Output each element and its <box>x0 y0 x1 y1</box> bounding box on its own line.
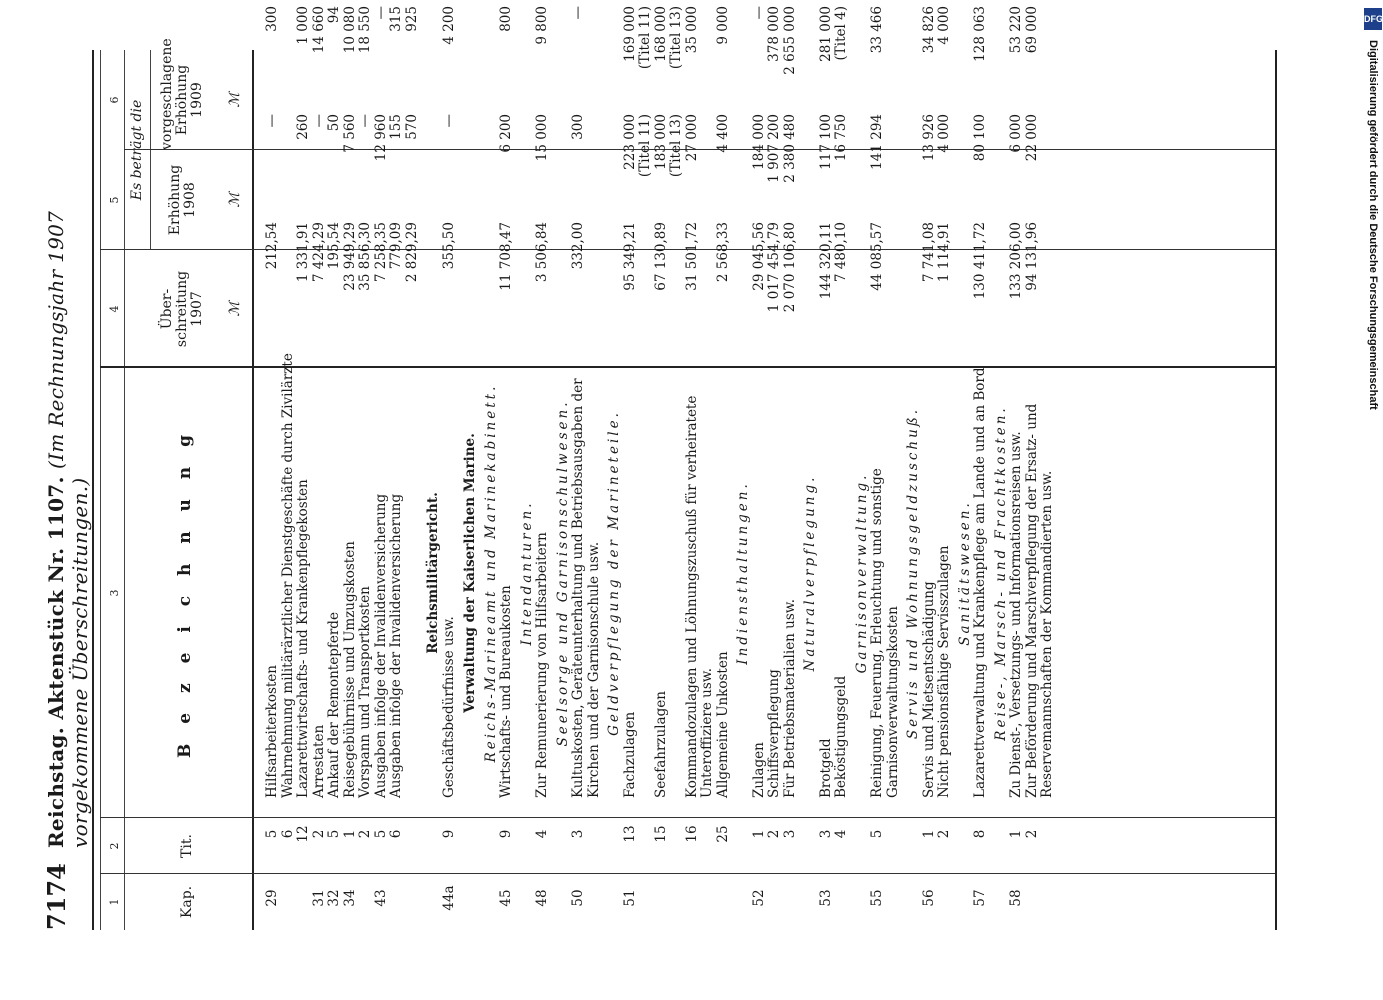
cell-bez: Zur Beförderung und Marschverpflegung der Ersatz- und Reservemannschaften der Kommandierten usw. <box>1023 403 1055 798</box>
cell-c5: 141 294 <box>869 114 885 170</box>
cell-kap: 29 <box>264 889 280 907</box>
cell-c4: 144 320,11 <box>817 222 834 300</box>
cell-c5: 6 000 <box>1008 114 1024 153</box>
cell-c5: 12 960 <box>372 114 389 162</box>
cell-kap <box>389 866 405 930</box>
cell-bez: Hilfsarbeiterkosten <box>264 665 280 798</box>
cell-c5: 184 000 <box>750 114 767 170</box>
cell-c4: 1 114,91 <box>936 222 952 283</box>
cell-kap: 53 <box>817 889 834 907</box>
cell-c5: — <box>357 114 373 128</box>
cell-c6: 53 220 <box>1008 6 1024 54</box>
cell-c4: 332,00 <box>570 222 586 270</box>
cell-c6: 35 000 <box>683 6 700 54</box>
cell-c4: 2 568,33 <box>714 222 731 283</box>
cell-c6: — <box>570 6 586 20</box>
cell-c6: 18 550 <box>357 6 373 54</box>
subsection-heading-row <box>731 2 752 930</box>
cell-kap <box>685 866 716 930</box>
header-group-rule <box>150 50 151 250</box>
cell-bez: Nicht pensionsfähige Servisszulagen <box>936 545 952 798</box>
subsection-heading-row <box>515 2 536 930</box>
cell-tit: 5 <box>869 829 885 839</box>
cell-tit: 9 <box>440 829 457 839</box>
cell-tit: 5 <box>372 829 389 839</box>
cell-c6: 9 000 <box>714 6 731 45</box>
cell-bez: Ausgaben infolge der Invalidenversicherung <box>388 493 404 798</box>
header-tit: Tit. <box>179 834 195 858</box>
data-table <box>265 2 1056 930</box>
table-row <box>296 2 312 930</box>
subsection-heading: Sanitätswesen. <box>956 500 973 646</box>
page-subtitle: (Im Rechnungsjahr 1907 vorgekommene Überschreitungen.) <box>44 210 92 848</box>
table-row <box>1025 2 1056 930</box>
cell-c4: 7 258,35 <box>372 222 389 283</box>
cell-c6: 33 466 <box>869 6 885 54</box>
cell-tit: 15 <box>652 825 669 843</box>
table-row <box>499 2 515 930</box>
subsection-heading: Reise-, Marsch- und Frachtkosten. <box>992 405 1009 741</box>
cell-bez: Ausgaben infolge der Invalidenversicherung <box>372 493 389 798</box>
cell-c5: 155 <box>388 114 404 140</box>
table-row <box>281 2 297 930</box>
table-row <box>623 2 654 930</box>
cell-c5: — <box>310 114 327 128</box>
cell-c5: 6 200 <box>498 114 514 153</box>
cell-c4: 7 424,29 <box>310 222 327 283</box>
cell-bez: Wirtschafts- und Bureaukosten <box>498 585 514 798</box>
cell-c4: 44 085,57 <box>869 222 885 291</box>
subsection-heading-row <box>551 2 572 930</box>
subsection-heading-row <box>479 2 500 930</box>
cell-kap: 52 <box>750 889 767 907</box>
table-row <box>767 2 783 930</box>
cell-tit: 5 <box>264 829 280 839</box>
cell-kap <box>937 866 953 930</box>
unit-c5: ℳ <box>227 192 243 208</box>
cell-c6: 168 000 (Titel 13) <box>652 6 684 70</box>
cell-kap <box>654 866 685 930</box>
cell-kap: 48 <box>534 889 550 907</box>
cell-tit: 2 <box>1023 829 1040 839</box>
cell-c4: 7 741,08 <box>920 222 937 283</box>
title-text: Reichstag. Aktenstück Nr. 1107. <box>44 476 68 848</box>
cell-bez: Vorspann und Transportkosten <box>357 586 373 798</box>
cell-c5: 27 000 <box>683 114 700 162</box>
cell-c4: 2 070 106,80 <box>781 222 798 313</box>
cell-c6 <box>281 2 297 110</box>
table-row <box>571 2 602 930</box>
cell-c4: 3 506,84 <box>534 222 550 283</box>
dfg-logo: DFG <box>1364 8 1382 30</box>
cell-bez: Zur Remunerierung von Hilfsarbeitern <box>534 532 550 798</box>
cell-c6: 14 660 <box>310 6 327 54</box>
cell-tit: 9 <box>498 829 514 839</box>
cell-bez: Wahrnehmung militärärztlicher Dienstgeschäfte durch Zivilärzte <box>279 353 296 798</box>
cell-kap <box>281 866 297 930</box>
cell-c6: 300 <box>264 6 280 32</box>
cell-c6: 69 000 <box>1023 6 1040 54</box>
cell-bez: Zu Dienst-, Versetzungs- und Informationsreisen usw. <box>1008 431 1024 798</box>
cell-tit: 4 <box>534 829 550 839</box>
cell-tit: 1 <box>1008 829 1024 839</box>
cell-c6: 4 200 <box>440 6 457 45</box>
cell-kap: 51 <box>621 889 638 907</box>
cell-c4: 130 411,72 <box>972 222 988 300</box>
cell-c5: 223 000 (Titel 11) <box>621 114 653 178</box>
table-row <box>389 2 405 930</box>
table-bottom-rule <box>1275 50 1277 930</box>
cell-c6: 34 826 <box>920 6 937 54</box>
table-row <box>442 2 458 930</box>
cell-bez: Allgemeine Unkosten <box>714 651 731 798</box>
cell-c6: 2 655 000 <box>781 6 798 75</box>
cell-bez: Servis und Mietsentschädigung <box>920 581 937 798</box>
cell-c4: 31 501,72 <box>683 222 700 291</box>
page-title <box>44 50 92 848</box>
cell-kap: 44a <box>440 885 457 911</box>
cell-c4: 23 949,29 <box>341 222 358 291</box>
subsection-heading: Reichs-Marineamt und Marinekabinett. <box>482 383 499 763</box>
cell-c5: 16 750 <box>833 114 849 162</box>
header-bottom-rule <box>252 50 254 930</box>
cell-tit: 1 <box>341 829 358 839</box>
colnum-4: 4 <box>108 305 121 313</box>
cell-kap: 55 <box>869 889 885 907</box>
cell-c5: 4 400 <box>714 114 731 153</box>
cell-c6: 94 <box>326 6 342 24</box>
subsection-heading: Intendanturen. <box>518 500 535 646</box>
cell-c6: 128 063 <box>972 6 988 62</box>
cell-kap <box>358 866 374 930</box>
cell-c6: 169 000 (Titel 11) <box>621 6 653 70</box>
cell-tit: 2 <box>357 829 373 839</box>
cell-c4: 95 349,21 <box>621 222 638 291</box>
cell-kap: 32 <box>326 889 342 907</box>
cell-c5: 80 100 <box>972 114 988 162</box>
cell-c5: 13 926 <box>920 114 937 162</box>
cell-c4: 11 708,47 <box>498 222 514 291</box>
table-row <box>535 2 551 930</box>
cell-kap <box>767 866 783 930</box>
header-bezeichnung: B e z e i c h n u n g <box>175 428 195 758</box>
colnum-2: 2 <box>108 842 121 850</box>
colnum-6: 6 <box>108 96 121 104</box>
page-number: 7174 <box>42 863 71 930</box>
cell-bez: Brotgeld <box>817 738 834 798</box>
cell-c5: 50 <box>326 114 342 132</box>
cell-kap: 34 <box>341 889 358 907</box>
cell-kap: 56 <box>920 889 937 907</box>
cell-c4: 133 206,00 <box>1008 222 1024 300</box>
cell-c5: 15 000 <box>534 114 550 162</box>
cell-tit: 2 <box>310 829 327 839</box>
cell-c4: 94 131,96 <box>1023 222 1040 291</box>
subsection-heading: Indiensthaltungen. <box>735 481 751 665</box>
cell-tit: 8 <box>972 829 988 839</box>
cell-kap <box>296 866 312 930</box>
page-header <box>30 50 90 930</box>
cell-kap <box>834 866 850 930</box>
cell-c6: 281 000 <box>817 6 834 62</box>
table-row <box>343 2 359 930</box>
cell-bez: Beköstigungsgeld <box>833 675 849 798</box>
table-row <box>819 2 835 930</box>
cell-c6: 925 <box>403 6 420 32</box>
cell-c4: 29 045,56 <box>750 222 767 291</box>
cell-c6: 9 800 <box>534 6 550 45</box>
subsection-heading-row <box>850 2 871 930</box>
cell-c4: 1 331,91 <box>295 222 311 283</box>
section-heading-row <box>457 2 479 930</box>
table-row <box>783 2 799 930</box>
cell-bez: Reinigung, Feuerung, Erleuchtung und sonstige Garnisonverwaltungskosten <box>869 468 901 798</box>
table-row <box>937 2 953 930</box>
header-rule <box>92 50 94 930</box>
table-row <box>405 2 421 930</box>
cell-bez: Zulagen <box>750 742 767 798</box>
cell-c4: 779,09 <box>388 222 404 270</box>
cell-bez: Fachzulagen <box>621 711 638 798</box>
table-row <box>716 2 732 930</box>
cell-c5: 22 000 <box>1023 114 1040 162</box>
cell-tit: 6 <box>279 829 296 839</box>
cell-tit: 1 <box>750 829 767 839</box>
cell-c5: 2 380 480 <box>781 114 798 183</box>
cell-kap: 45 <box>498 889 514 907</box>
cell-kap <box>716 866 732 930</box>
cell-tit <box>405 802 421 866</box>
colnum-1: 1 <box>108 898 121 906</box>
cell-c5 <box>281 110 297 218</box>
cell-tit: 6 <box>388 829 404 839</box>
header-rule-thin <box>100 50 101 930</box>
cell-kap: 31 <box>310 889 327 907</box>
cell-tit: 3 <box>817 829 834 839</box>
table-row <box>374 2 390 930</box>
subsection-heading-row <box>798 2 819 930</box>
table-row <box>265 2 281 930</box>
cell-c4: 355,50 <box>440 222 457 270</box>
table-row <box>1009 2 1025 930</box>
cell-bez: Arrestaten <box>310 724 327 798</box>
table-row <box>870 2 901 930</box>
cell-bez: Lazarettwirtschafts- und Krankenpflegekosten <box>295 479 311 798</box>
header-es-betraegt: Es beträgt die <box>129 99 145 201</box>
colnum-5: 5 <box>108 196 121 204</box>
cell-bez: Kommandozulagen und Löhnungszuschuß für verheiratete Unteroffiziere usw. <box>683 395 715 798</box>
cell-c4: 7 480,10 <box>833 222 849 283</box>
table-row <box>973 2 989 930</box>
subsection-heading: Geldverpflegung der Marineteile. <box>606 410 622 736</box>
cell-c4: 195,54 <box>326 222 342 270</box>
cell-bez: Seefahrzulagen <box>652 691 669 798</box>
cell-kap: 50 <box>570 889 586 907</box>
cell-c5: 260 <box>295 114 311 140</box>
cell-c5: 183 000 (Titel 13) <box>652 114 684 178</box>
header-erhoehung-1908: Erhöhung 1908 <box>167 164 198 236</box>
cell-kap <box>1025 866 1056 930</box>
unit-c4: ℳ <box>227 301 243 317</box>
cell-c5: 117 100 <box>817 114 834 170</box>
cell-c6: 4 000 <box>936 6 952 45</box>
cell-c4: 35 856,30 <box>357 222 373 291</box>
subsection-heading-row <box>989 2 1010 930</box>
table-row <box>922 2 938 930</box>
cell-c6: — <box>372 6 389 20</box>
cell-bez: Geschäftsbedürfnisse usw. <box>440 616 457 798</box>
subsection-heading: Naturalverpflegung. <box>802 474 818 672</box>
header-erhoehung-1909: vorgeschlagene Erhöhung 1909 <box>159 38 205 150</box>
cell-tit: 25 <box>714 825 731 843</box>
cell-bez: Für Betriebsmaterialien usw. <box>781 598 798 798</box>
cell-tit: 1 <box>920 829 937 839</box>
cell-c5: 7 560 <box>341 114 358 153</box>
cell-c6: 315 <box>388 6 404 32</box>
cell-c5: 570 <box>403 114 420 140</box>
cell-c4: 212,54 <box>264 222 280 270</box>
table-row <box>312 2 328 930</box>
header-ueberschreitung: Über- schreitung 1907 <box>159 270 205 348</box>
cell-tit: 16 <box>683 825 700 843</box>
unit-c6: ℳ <box>227 92 243 108</box>
cell-c6: (Titel 4) <box>833 6 849 61</box>
cell-c6: 378 000 <box>766 6 782 62</box>
section-heading: Verwaltung der Kaiserlichen Marine. <box>462 433 478 713</box>
cell-bez <box>405 344 421 802</box>
cell-tit: 3 <box>570 829 586 839</box>
cell-c5: 4 000 <box>936 114 952 153</box>
cell-c4: 67 130,89 <box>652 222 669 291</box>
cell-bez: Reisegebührnisse und Umzugskosten <box>341 541 358 798</box>
table-row <box>834 2 850 930</box>
cell-tit: 13 <box>621 825 638 843</box>
cell-kap <box>783 866 799 930</box>
cell-c4 <box>281 218 297 344</box>
cell-tit: 5 <box>326 829 342 839</box>
subsection-heading: Garnisonverwaltung. <box>853 472 870 674</box>
cell-tit: 12 <box>295 825 311 843</box>
cell-bez: Kultuskosten, Geräteunterhaltung und Betriebsausgaben der Kirchen und der Garnisonschule usw. <box>570 378 602 798</box>
section-heading-row <box>420 2 442 930</box>
table-row <box>327 2 343 930</box>
cell-kap: 58 <box>1008 889 1024 907</box>
cell-kap <box>405 866 421 930</box>
colnum-rule <box>124 50 125 930</box>
cell-c6: 800 <box>498 6 514 32</box>
colnum-3: 3 <box>108 589 121 597</box>
cell-c4: 2 829,29 <box>403 222 420 283</box>
cell-c5: 1 907 200 <box>766 114 782 183</box>
subsection-heading-row <box>953 2 974 930</box>
cell-c5: — <box>440 114 457 128</box>
cell-c6: 1 000 <box>295 6 311 45</box>
cell-tit: 3 <box>781 829 798 839</box>
table-row <box>358 2 374 930</box>
table-row <box>752 2 768 930</box>
table-row <box>654 2 685 930</box>
cell-c6: 10 080 <box>341 6 358 54</box>
cell-bez: Ankauf der Remontepferde <box>326 612 342 798</box>
subsection-heading: Servis und Wohnungsgeldzuschuß. <box>905 406 921 740</box>
header-kap: Kap. <box>179 885 195 919</box>
cell-c5: 300 <box>570 114 586 140</box>
cell-kap: 43 <box>372 889 389 907</box>
subsection-heading-row <box>901 2 922 930</box>
cell-c4: 1 017 454,79 <box>766 222 782 313</box>
cell-tit: 2 <box>936 829 952 839</box>
cell-c6: — <box>750 6 767 20</box>
cell-bez: Schiffsverpflegung <box>766 669 782 798</box>
cell-kap: 57 <box>972 889 988 907</box>
cell-bez: Lazarettverwaltung und Krankenpflege am Lande und an Bord <box>972 367 988 798</box>
table-row <box>685 2 716 930</box>
cell-tit: 2 <box>766 829 782 839</box>
dfg-credit: Digitalisierung gefördert durch die Deutsche Forschungsgemeinschaft <box>1367 40 1379 410</box>
subsection-heading: Seelsorge und Garnisonschulwesen. <box>554 399 571 747</box>
cell-c5: — <box>264 114 280 128</box>
cell-tit: 4 <box>833 829 849 839</box>
subsection-heading-row <box>602 2 623 930</box>
section-heading: Reichsmilitärgericht. <box>425 492 441 654</box>
